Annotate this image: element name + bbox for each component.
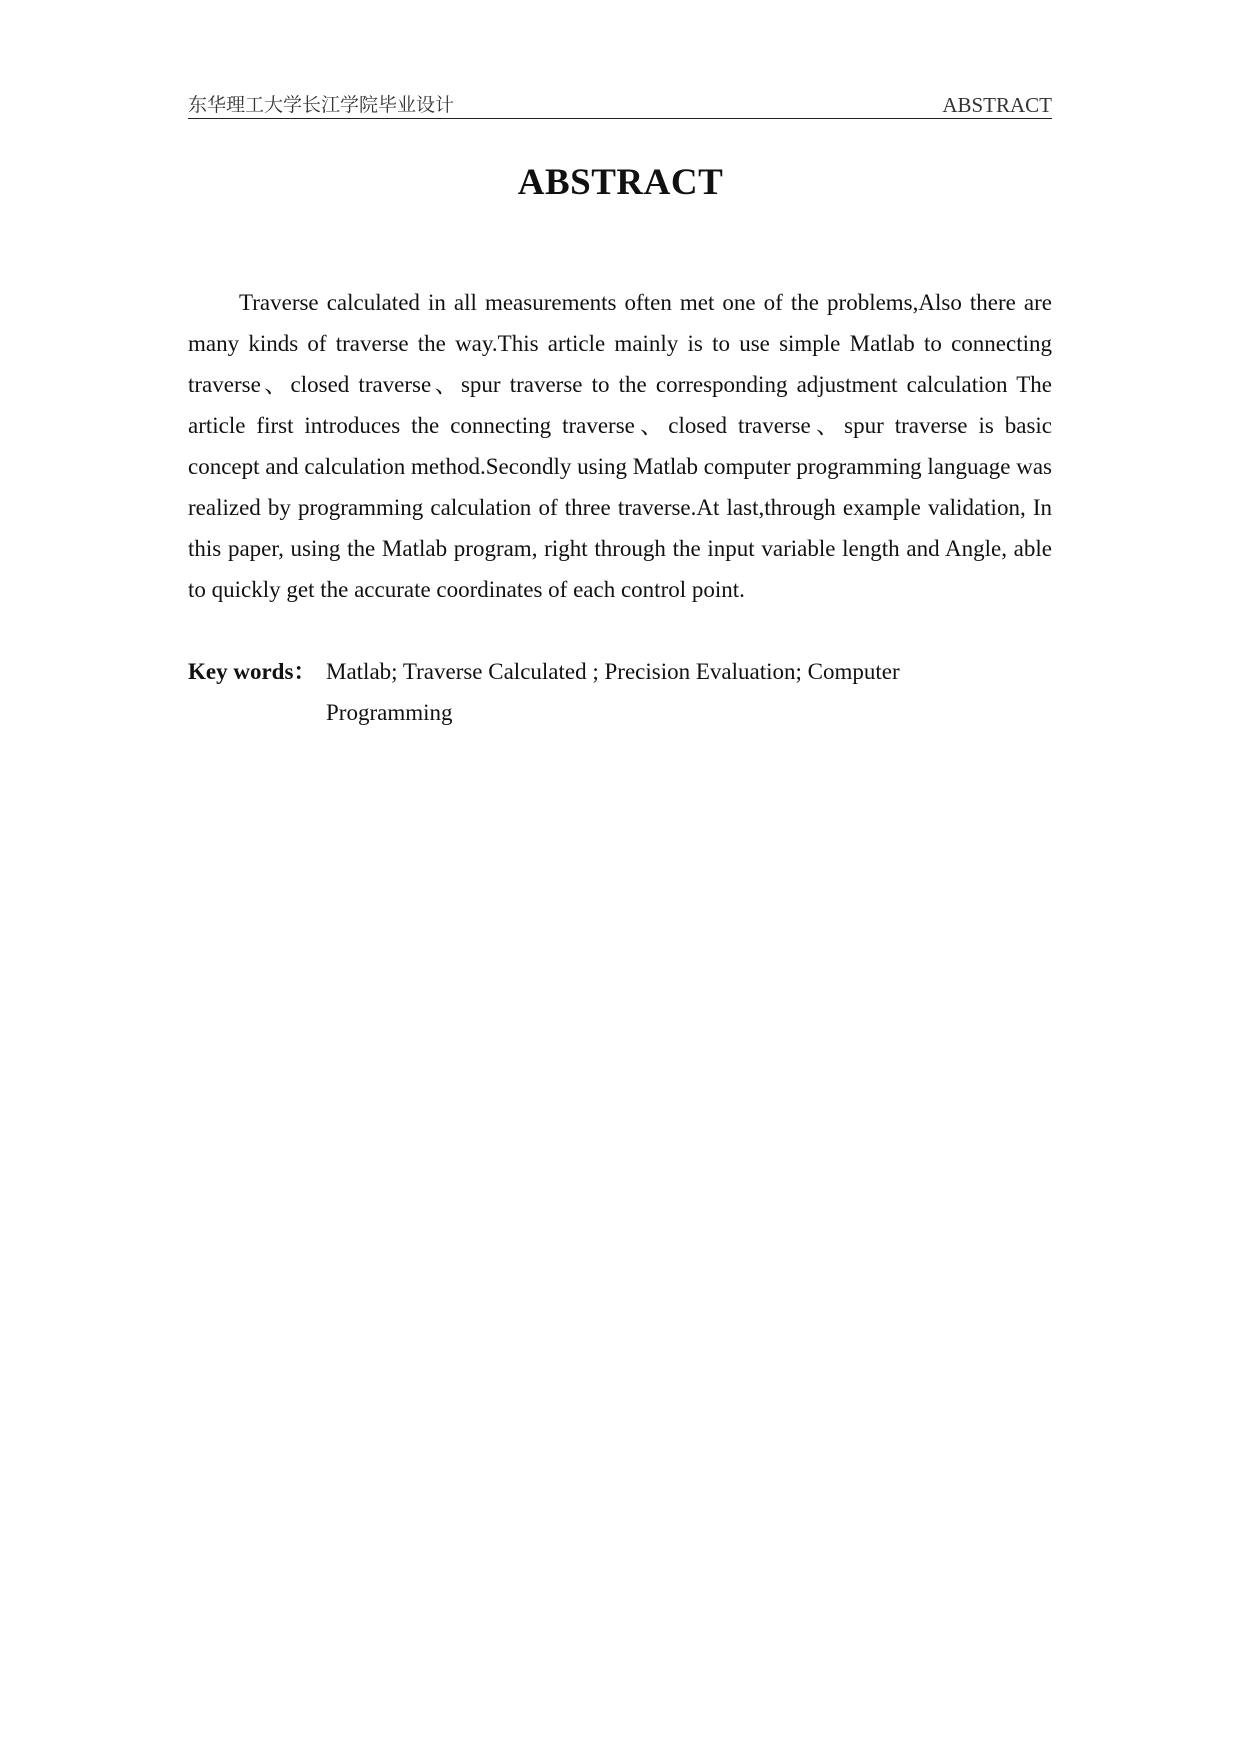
- page-header: [188, 92, 1052, 119]
- header-section-name: ABSTRACT: [942, 93, 1052, 117]
- keywords-block: [188, 651, 1052, 733]
- header-school-name: 东华理工大学长江学院毕业设计: [188, 94, 455, 116]
- abstract-paragraph: Traverse calculated in all measurements often met one of the problems,Also there are many kinds of traverse the way.This article mainly is to use simple Matlab to connecting traverse、closed traverse、spur traverse to the corresponding adjustment calculation The article first introduces the connecting traverse、closed traverse、spur traverse is basic concept and calculation method.Secondly using Matlab computer programming language was realized by programming calculation of three traverse.At last,through example validation, In this paper, using the Matlab program, right through the input variable length and Angle, able to quickly get the accurate coordinates of each control point.: [188, 290, 1052, 602]
- keywords-label: Key words：: [188, 659, 317, 684]
- keywords-values: Matlab; Traverse Calculated ; Precision Evaluation; Computer Programming: [326, 659, 900, 725]
- page-title: ABSTRACT: [517, 162, 724, 203]
